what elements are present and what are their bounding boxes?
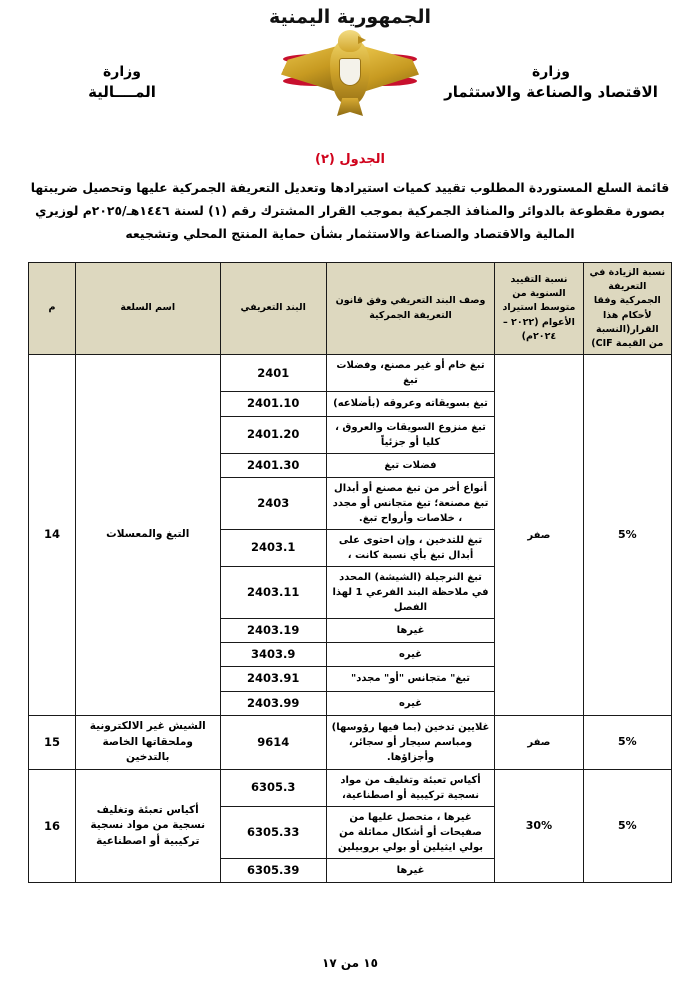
cell-increase-rate: 5% <box>583 355 671 716</box>
cell-row-number: 16 <box>29 770 76 883</box>
header-number: م <box>29 262 76 355</box>
cell-tariff-code: 2401.10 <box>220 392 326 416</box>
cell-description: تبغ منزوع السويقات والعروق ، كليا أو جزئياً <box>326 416 494 453</box>
cell-description: تبغ النرجيلة (الشيشة) المحدد في ملاحظة البند الفرعي 1 لهذا الفصل <box>326 566 494 618</box>
cell-tariff-code: 2403.1 <box>220 529 326 566</box>
eagle-shield <box>339 58 361 86</box>
document-header <box>0 0 700 150</box>
header-description: وصف البند التعريفي وفق قانون التعريفة الجمركية <box>326 262 494 355</box>
header-increase-rate: نسبة الزيادة في التعريفة الجمركية وفقا لأحكام هذا القرار(النسبة من القيمة CIF) <box>583 262 671 355</box>
cell-tariff-code: 3403.9 <box>220 643 326 667</box>
cell-description: تبغ خام أو غير مصنع، وفضلات تبغ <box>326 355 494 392</box>
ministry-finance-heading <box>22 62 222 104</box>
ministry-economy-line1: وزارة <box>532 64 570 80</box>
tariff-table-body <box>29 355 672 883</box>
cell-description: غيره <box>326 691 494 715</box>
cell-tariff-code: 2403.99 <box>220 691 326 715</box>
tariff-table <box>28 262 672 884</box>
cell-description: فضلات تبغ <box>326 453 494 477</box>
tariff-table-head <box>29 262 672 355</box>
cell-tariff-code: 2403.19 <box>220 618 326 642</box>
cell-description: غلايين تدخين (بما فيها رؤوسها) ومباسم سيجار أو سجائر، وأجزاؤها. <box>326 715 494 769</box>
cell-tariff-code: 6305.39 <box>220 859 326 883</box>
cell-limit-rate: صفر <box>495 355 583 716</box>
cell-limit-rate: 30% <box>495 770 583 883</box>
cell-description: أنواع أخر من تبغ مصنع أو أبدال تبغ مصنعة؛ تبغ متجانس أو مجدد ، خلاصات وأرواح تبغ. <box>326 477 494 529</box>
ministry-economy-heading <box>416 62 686 104</box>
table-row <box>29 770 672 807</box>
cell-limit-rate: صفر <box>495 715 583 769</box>
cell-tariff-code: 2401.30 <box>220 453 326 477</box>
page-number-label: ١٥ من ١٧ <box>322 956 378 970</box>
cell-increase-rate: 5% <box>583 770 671 883</box>
table-tag: الجدول (٢) <box>315 152 385 167</box>
yemen-eagle-emblem-icon <box>275 24 425 116</box>
cell-description: غيره <box>326 643 494 667</box>
table-row <box>29 355 672 392</box>
republic-name: الجمهورية اليمنية <box>269 6 431 28</box>
ministry-finance-line2: المــــالية <box>88 83 156 102</box>
cell-commodity-name: الشيش غير الالكترونية وملحقاتها الخاصة بالتدخين <box>75 715 220 769</box>
cell-tariff-code: 2401.20 <box>220 416 326 453</box>
header-tariff-item: البند التعريفي <box>220 262 326 355</box>
cell-description: غيرها ، متحصل عليها من صفيحات أو أشكال مماثلة من بولي ايثيلين أو بولي بروبيلين <box>326 807 494 859</box>
cell-description: تبغ" متجانس "أو" مجدد" <box>326 667 494 691</box>
page-title: قائمة السلع المستوردة المطلوب تقييد كميات استيرادها وتعديل التعريفة الجمركية عليها وتحصيل ضريبتها بصورة مقطوعة بالدوائر والمنافذ الجمركية بموجب القرار المشترك رقم (١) لسنة ١٤٤٦هـ/٢٠٢٥م لوزيري المالية والاقتصاد والصناعة والاستثمار بشأن حماية المنتج المحلي وتشجيعه <box>30 180 670 241</box>
ministry-economy-line2: الاقتصاد والصناعة والاستثمار <box>444 83 658 102</box>
cell-commodity-name: التبغ والمعسلات <box>75 355 220 716</box>
cell-description: غيرها <box>326 859 494 883</box>
cell-tariff-code: 9614 <box>220 715 326 769</box>
ministry-finance-line1: وزارة <box>103 64 141 80</box>
cell-tariff-code: 6305.3 <box>220 770 326 807</box>
table-row <box>29 715 672 769</box>
cell-commodity-name: أكياس تعبئة وتغليف نسجية من مواد نسجية تركيبية أو اصطناعية <box>75 770 220 883</box>
cell-tariff-code: 2403.91 <box>220 667 326 691</box>
cell-tariff-code: 2403.11 <box>220 566 326 618</box>
cell-description: أكياس تعبئة وتغليف من مواد نسجية تركيبية أو اصطناعية، <box>326 770 494 807</box>
cell-description: تبغ بسويقاته وعروقه (بأضلاعه) <box>326 392 494 416</box>
cell-tariff-code: 2403 <box>220 477 326 529</box>
tariff-table-wrapper <box>28 262 672 884</box>
cell-tariff-code: 2401 <box>220 355 326 392</box>
header-commodity-name: اسم السلعة <box>75 262 220 355</box>
eagle-beak <box>358 36 366 44</box>
cell-tariff-code: 6305.33 <box>220 807 326 859</box>
table-header-row <box>29 262 672 355</box>
cell-increase-rate: 5% <box>583 715 671 769</box>
header-limit-rate: نسبة التقييد السنوية من متوسط استيراد الأعوام (٢٠٢٢ – ٢٠٢٤م) <box>495 262 583 355</box>
cell-description: غيرها <box>326 618 494 642</box>
cell-row-number: 14 <box>29 355 76 716</box>
cell-description: تبغ للتدخين ، وإن احتوى على أبدال تبغ بأي نسبة كانت ، <box>326 529 494 566</box>
cell-row-number: 15 <box>29 715 76 769</box>
